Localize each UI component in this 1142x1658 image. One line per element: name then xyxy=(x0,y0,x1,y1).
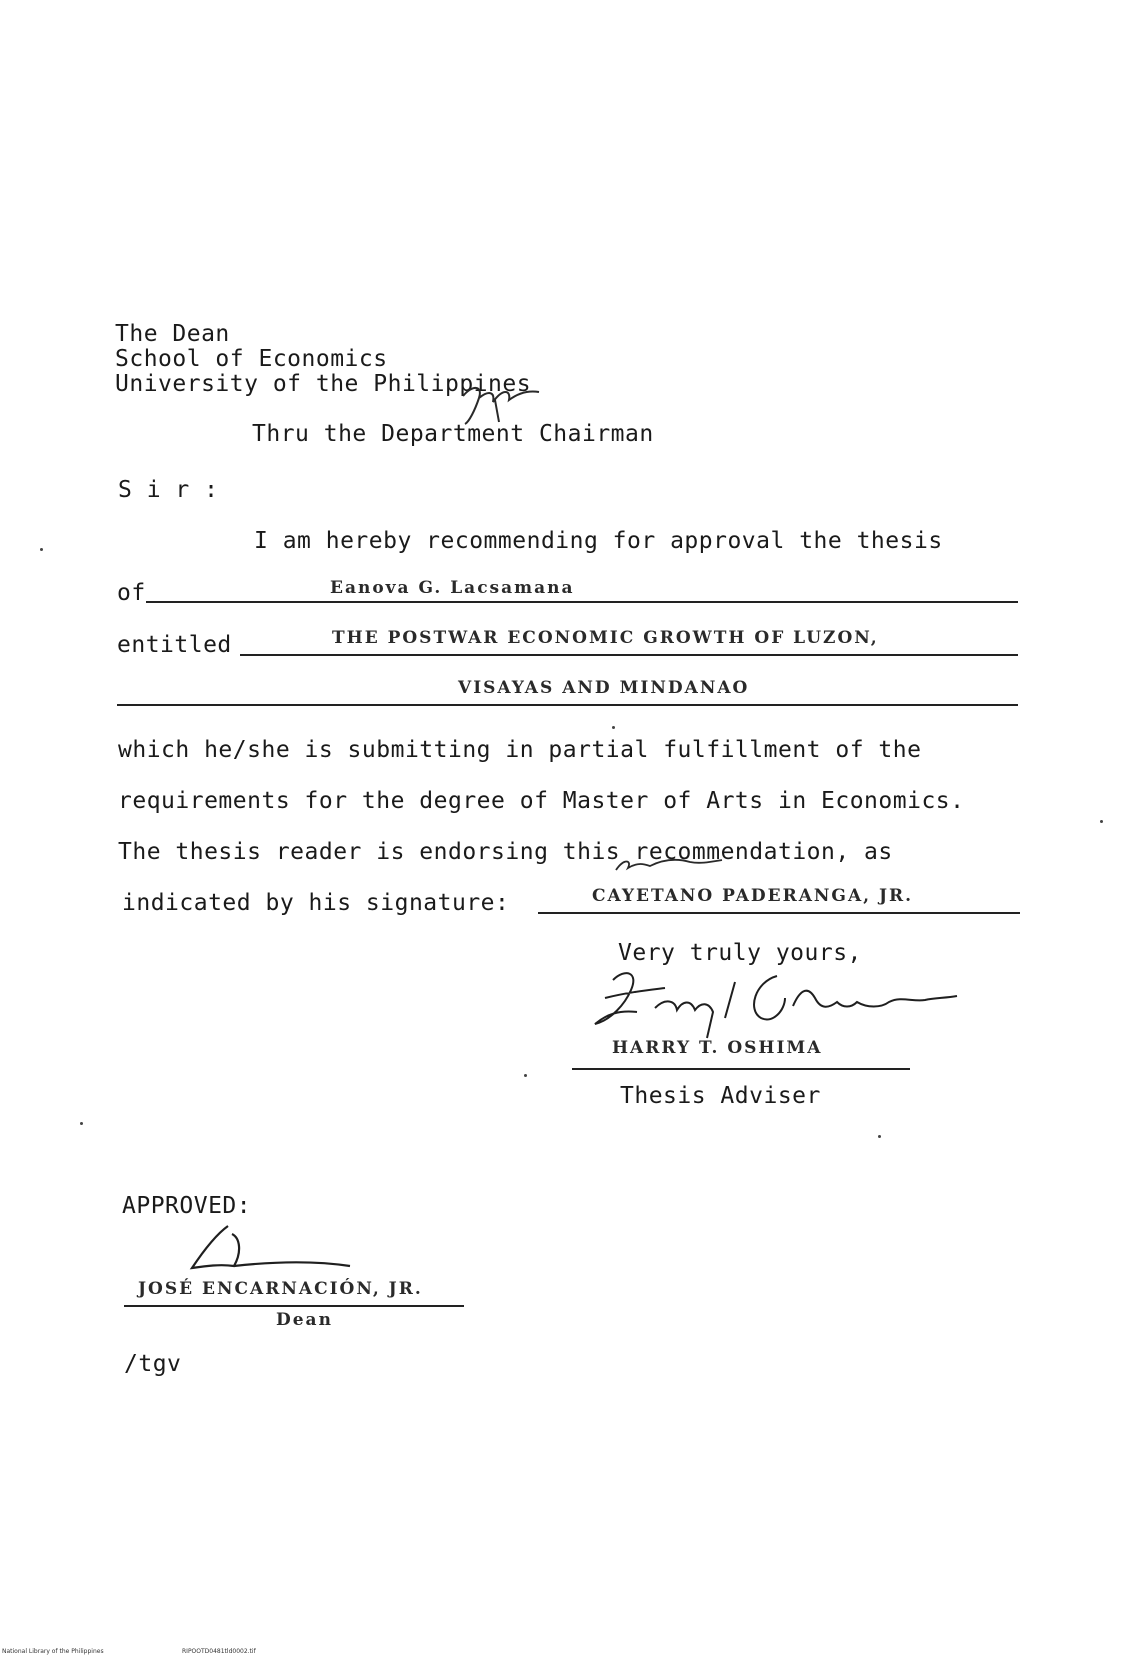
title-underline-1 xyxy=(240,654,1018,656)
adviser-signature-line xyxy=(572,1068,910,1070)
speck xyxy=(40,548,43,551)
student-name-underline xyxy=(146,601,1018,603)
body-line-4: which he/she is submitting in partial fulfillment of the xyxy=(118,737,922,763)
footer-file: RIPOOTD0481tld0002.tif xyxy=(182,1648,256,1655)
speck xyxy=(524,1074,527,1077)
address-line-university: University of the Philippines xyxy=(115,371,532,397)
dean-title: Dean xyxy=(276,1310,333,1330)
entitled-label: entitled xyxy=(117,632,232,658)
speck xyxy=(80,1122,83,1125)
dean-signature xyxy=(180,1222,380,1282)
of-label: of xyxy=(117,580,146,606)
title-underline-2 xyxy=(117,704,1018,706)
reader-signature xyxy=(610,852,730,882)
reader-name: CAYETANO PADERANGA, JR. xyxy=(592,886,914,906)
body-line-1: I am hereby recommending for approval the thesis xyxy=(254,528,943,554)
speck xyxy=(1100,820,1103,823)
approved-label: APPROVED: xyxy=(122,1193,252,1219)
adviser-signature xyxy=(585,962,965,1042)
speck xyxy=(878,1135,881,1138)
thesis-title-line-2: VISAYAS AND MINDANAO xyxy=(458,678,750,698)
body-line-5: requirements for the degree of Master of Arts in Economics. xyxy=(118,788,965,814)
address-line-dean: The Dean xyxy=(115,321,230,347)
initials-mark xyxy=(455,378,545,428)
student-name: Eanova G. Lacsamana xyxy=(330,578,575,598)
body-line-7: indicated by his signature: xyxy=(122,890,510,916)
reader-signature-line xyxy=(538,912,1020,914)
valediction: Very truly yours, xyxy=(618,940,862,966)
address-thru-line: Thru the Department Chairman xyxy=(252,421,654,447)
address-line-school: School of Economics xyxy=(115,346,388,372)
dean-signature-line xyxy=(124,1305,464,1307)
salutation: S i r : xyxy=(118,477,219,503)
body-line-6: The thesis reader is endorsing this recommendation, as xyxy=(118,839,893,865)
adviser-name: HARRY T. OSHIMA xyxy=(612,1038,823,1058)
dean-name: JOSÉ ENCARNACIÓN, JR. xyxy=(138,1279,423,1299)
speck xyxy=(612,726,615,729)
footer-library: National Library of the Philippines xyxy=(2,1648,104,1655)
typist-initials: /tgv xyxy=(124,1351,182,1377)
adviser-title: Thesis Adviser xyxy=(620,1083,821,1109)
thesis-title-line-1: THE POSTWAR ECONOMIC GROWTH OF LUZON, xyxy=(332,628,879,648)
